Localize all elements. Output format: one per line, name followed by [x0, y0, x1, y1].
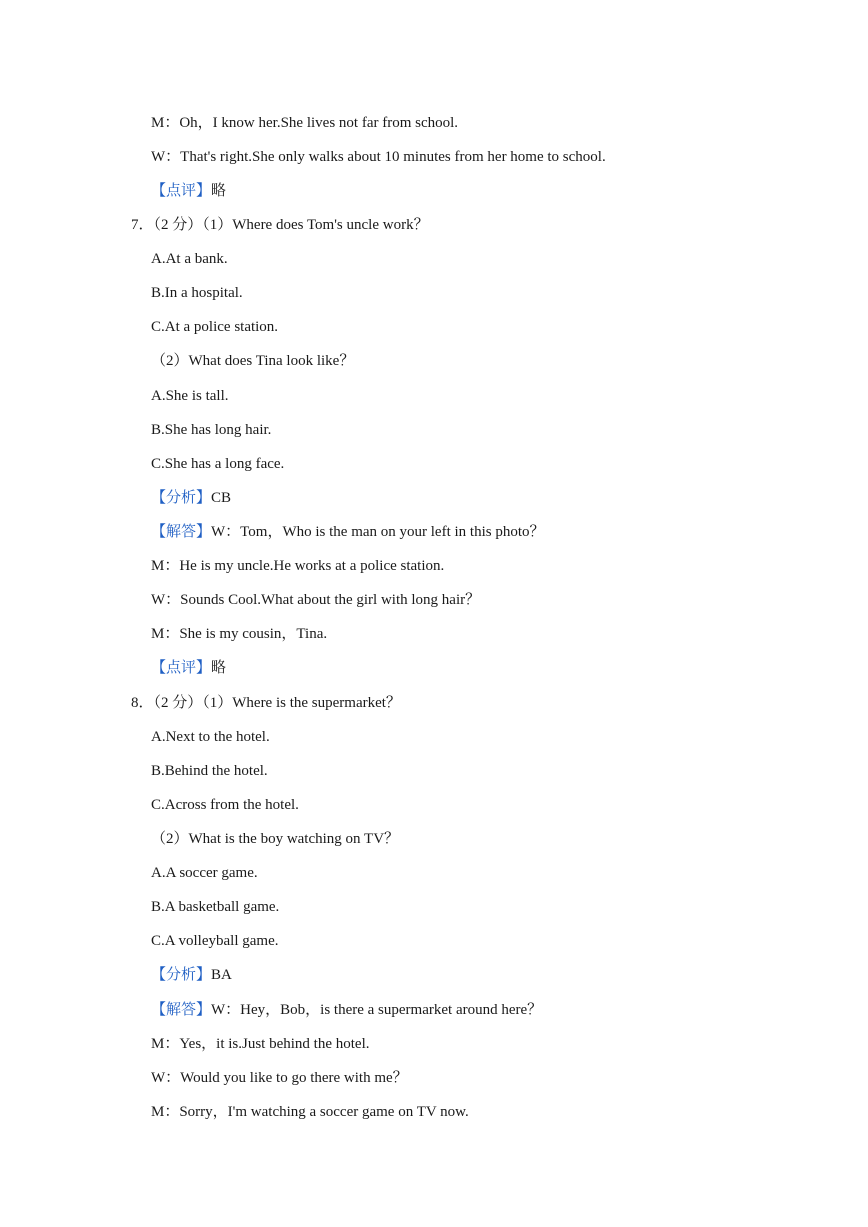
- dialogue-line: M：He is my uncle.He works at a police station.: [151, 558, 445, 574]
- dialogue-line: M：She is my cousin，Tina.: [151, 626, 328, 642]
- analysis-line: [151, 965, 232, 985]
- option-item: A.She is tall.: [151, 388, 229, 404]
- option-item: B.She has long hair.: [151, 422, 272, 438]
- dialogue-line: W：Would you like to go there with me？: [151, 1070, 408, 1086]
- dialogue-line: W：Sounds Cool.What about the girl with long hair？: [151, 592, 481, 608]
- analysis-tag: 【分析】: [151, 490, 212, 506]
- dialogue-line: M：Yes，it is.Just behind the hotel.: [151, 1036, 370, 1052]
- analysis-tag: 【分析】: [151, 967, 212, 983]
- option-item: C.A volleyball game.: [151, 933, 279, 949]
- answer-tag: 【解答】: [151, 1002, 212, 1018]
- option-item: B.In a hospital.: [151, 285, 243, 301]
- option-item: B.Behind the hotel.: [151, 763, 268, 779]
- answer-text: W：Hey，Bob，is there a supermarket around here？: [211, 1002, 543, 1018]
- option-item: C.Across from the hotel.: [151, 797, 299, 813]
- option-item: A.At a bank.: [151, 251, 228, 267]
- comment-tag: 【点评】: [151, 183, 212, 199]
- option-item: A.Next to the hotel.: [151, 729, 270, 745]
- comment-text: 略: [211, 660, 227, 676]
- answer-text: W：Tom，Who is the man on your left in this photo？: [211, 524, 545, 540]
- analysis-text: BA: [211, 967, 232, 983]
- question-stem: 8．（2 分）（1）Where is the supermarket？: [131, 695, 401, 711]
- comment-tag: 【点评】: [151, 660, 212, 676]
- question-stem: 7．（2 分）（1）Where does Tom's uncle work？: [131, 217, 429, 233]
- answer-line: [151, 1000, 542, 1020]
- answer-tag: 【解答】: [151, 524, 212, 540]
- dialogue-line: W：That's right.She only walks about 10 minutes from her home to school.: [151, 149, 606, 165]
- option-item: C.She has a long face.: [151, 456, 285, 472]
- analysis-line: [151, 488, 231, 508]
- option-item: C.At a police station.: [151, 319, 279, 335]
- comment-line: [151, 658, 226, 678]
- analysis-text: CB: [211, 490, 232, 506]
- answer-line: [151, 522, 545, 542]
- dialogue-line: M：Sorry，I'm watching a soccer game on TV now.: [151, 1104, 469, 1120]
- comment-line: [151, 181, 226, 201]
- dialogue-line: M：Oh，I know her.She lives not far from school.: [151, 115, 459, 131]
- option-item: B.A basketball game.: [151, 899, 280, 915]
- option-item: A.A soccer game.: [151, 865, 258, 881]
- comment-text: 略: [211, 183, 227, 199]
- sub-question-stem: （2）What is the boy watching on TV？: [151, 831, 400, 847]
- sub-question-stem: （2）What does Tina look like？: [151, 353, 355, 369]
